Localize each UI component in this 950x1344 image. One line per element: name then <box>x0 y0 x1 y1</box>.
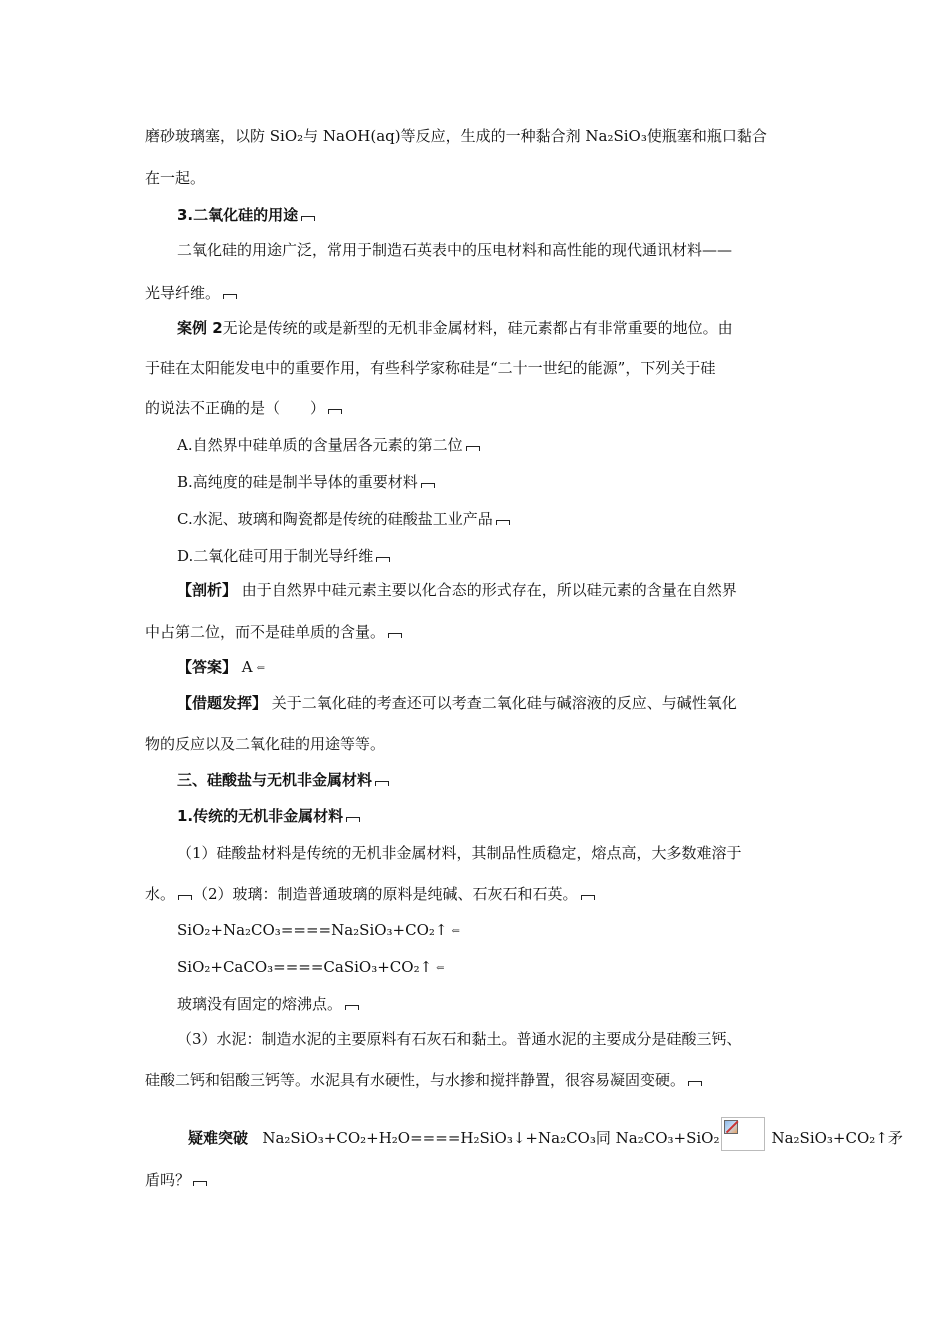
paragraph-line <box>145 283 238 303</box>
chemical-equation: Na₂SiO₃+CO₂+H₂O====H₂SiO₃↓+Na₂CO₃同 Na₂CO₃+SiO₂ <box>262 1129 720 1147</box>
text: （2）玻璃：制造普通玻璃的原料是纯碱、石灰石和石英。 <box>193 885 578 903</box>
text: 于硅在太阳能发电中的重要作用，有些科学家称硅是“二十一世纪的能源”，下列关于硅 <box>145 359 716 377</box>
analysis-line <box>177 580 737 600</box>
formula-line <box>177 920 460 942</box>
tip-line <box>177 693 737 713</box>
text: 水。 <box>145 885 176 903</box>
paragraph-line <box>145 622 403 642</box>
line-break-mark-icon: ⇐ <box>436 963 445 974</box>
paragraph-mark-icon <box>687 1077 703 1087</box>
answer-value: A <box>237 658 253 676</box>
text: （1）硅酸盐材料是传统的无机非金属材料，其制品性质稳定，熔点高，大多数难溶于 <box>177 844 742 862</box>
paragraph-mark-icon <box>420 479 436 489</box>
paragraph-line <box>145 884 596 904</box>
paragraph-mark-icon <box>465 442 481 452</box>
paragraph-line <box>177 994 360 1014</box>
text: （3）水泥：制造水泥的主要原料有石灰石和黏土。普通水泥的主要成分是硅酸三钙、 <box>177 1030 742 1048</box>
paragraph-line <box>145 126 767 146</box>
text: 盾吗？ <box>145 1171 191 1189</box>
paragraph-mark-icon <box>495 516 511 526</box>
paragraph-mark-icon <box>327 405 343 415</box>
paragraph-mark-icon <box>374 777 390 787</box>
case-label: 案例 2 <box>177 319 223 337</box>
text: 中占第二位，而不是硅单质的含量。 <box>145 623 386 641</box>
text: 无论是传统的或是新型的无机非金属材料，硅元素都占有非常重要的地位。由 <box>222 319 733 337</box>
section-heading <box>177 205 316 225</box>
analysis-label: 【剖析】 <box>177 581 238 599</box>
text: 在一起。 <box>145 169 206 187</box>
text: A.自然界中硅单质的含量居各元素的第二位 <box>177 436 463 454</box>
paragraph-line <box>145 358 715 378</box>
option-a <box>177 435 481 455</box>
tip-label: 【借题发挥】 <box>177 694 268 712</box>
text: 3.二氧化硅的用途 <box>177 206 299 224</box>
text: 磨砂玻璃塞，以防 SiO₂与 NaOH(aq)等反应，生成的一种黏合剂 Na₂SiO₃使瓶塞和瓶口黏合 <box>145 127 767 145</box>
option-c <box>177 509 511 529</box>
paragraph-line <box>145 168 205 188</box>
paragraph-mark-icon <box>345 813 361 823</box>
paragraph-mark-icon <box>580 891 596 901</box>
chemical-equation: SiO₂+CaCO₃====CaSiO₃+CO₂↑ <box>177 958 433 976</box>
text: 由于自然界中硅元素主要以化合态的形式存在，所以硅元素的含量在自然界 <box>237 581 737 599</box>
broken-image-icon <box>721 1117 765 1151</box>
text: B.高纯度的硅是制半导体的重要材料 <box>177 473 418 491</box>
text: 二氧化硅的用途广泛，常用于制造石英表中的压电材料和高性能的现代通讯材料—— <box>177 241 733 259</box>
text: 光导纤维。 <box>145 284 221 302</box>
paragraph-line <box>177 240 732 260</box>
paragraph-mark-icon <box>177 891 193 901</box>
text: D.二氧化硅可用于制光导纤维 <box>177 547 374 565</box>
paragraph-mark-icon <box>300 212 316 222</box>
paragraph-mark-icon <box>387 629 403 639</box>
option-d <box>177 546 391 566</box>
text: 硅酸二钙和铝酸三钙等。水泥具有水硬性，与水掺和搅拌静置，很容易凝固变硬。 <box>145 1071 686 1089</box>
text: 的说法不正确的是（ ） <box>145 399 326 417</box>
paragraph-line <box>145 734 385 754</box>
paragraph-line <box>177 1029 742 1049</box>
paragraph-mark-icon <box>192 1177 208 1187</box>
answer-line <box>177 657 265 679</box>
subsection-heading <box>177 806 361 826</box>
paragraph-mark-icon <box>222 290 238 300</box>
section-heading <box>177 770 390 790</box>
paragraph-line <box>145 398 343 418</box>
paragraph-line <box>145 1170 208 1190</box>
difficulty-line <box>188 1117 903 1151</box>
text: 玻璃没有固定的熔沸点。 <box>177 995 343 1013</box>
paragraph-line <box>177 843 742 863</box>
text: 1.传统的无机非金属材料 <box>177 807 344 825</box>
chemical-equation: SiO₂+Na₂CO₃====Na₂SiO₃+CO₂↑ <box>177 921 448 939</box>
answer-label: 【答案】 <box>177 658 238 676</box>
case-line <box>177 318 733 338</box>
option-b <box>177 472 436 492</box>
paragraph-mark-icon <box>375 553 391 563</box>
line-break-mark-icon: ⇐ <box>256 663 266 674</box>
paragraph-line <box>145 1070 703 1090</box>
text: 物的反应以及二氧化硅的用途等等。 <box>145 735 386 753</box>
paragraph-mark-icon <box>344 1001 360 1011</box>
text: C.水泥、玻璃和陶瓷都是传统的硅酸盐工业产品 <box>177 510 493 528</box>
chemical-equation: Na₂SiO₃+CO₂↑矛 <box>771 1129 903 1147</box>
text: 三、硅酸盐与无机非金属材料 <box>177 771 373 789</box>
difficulty-label: 疑难突破 <box>188 1129 249 1147</box>
text: 关于二氧化硅的考查还可以考查二氧化硅与碱溶液的反应、与碱性氧化 <box>267 694 737 712</box>
formula-line <box>177 957 445 979</box>
line-break-mark-icon: ⇐ <box>451 926 460 937</box>
